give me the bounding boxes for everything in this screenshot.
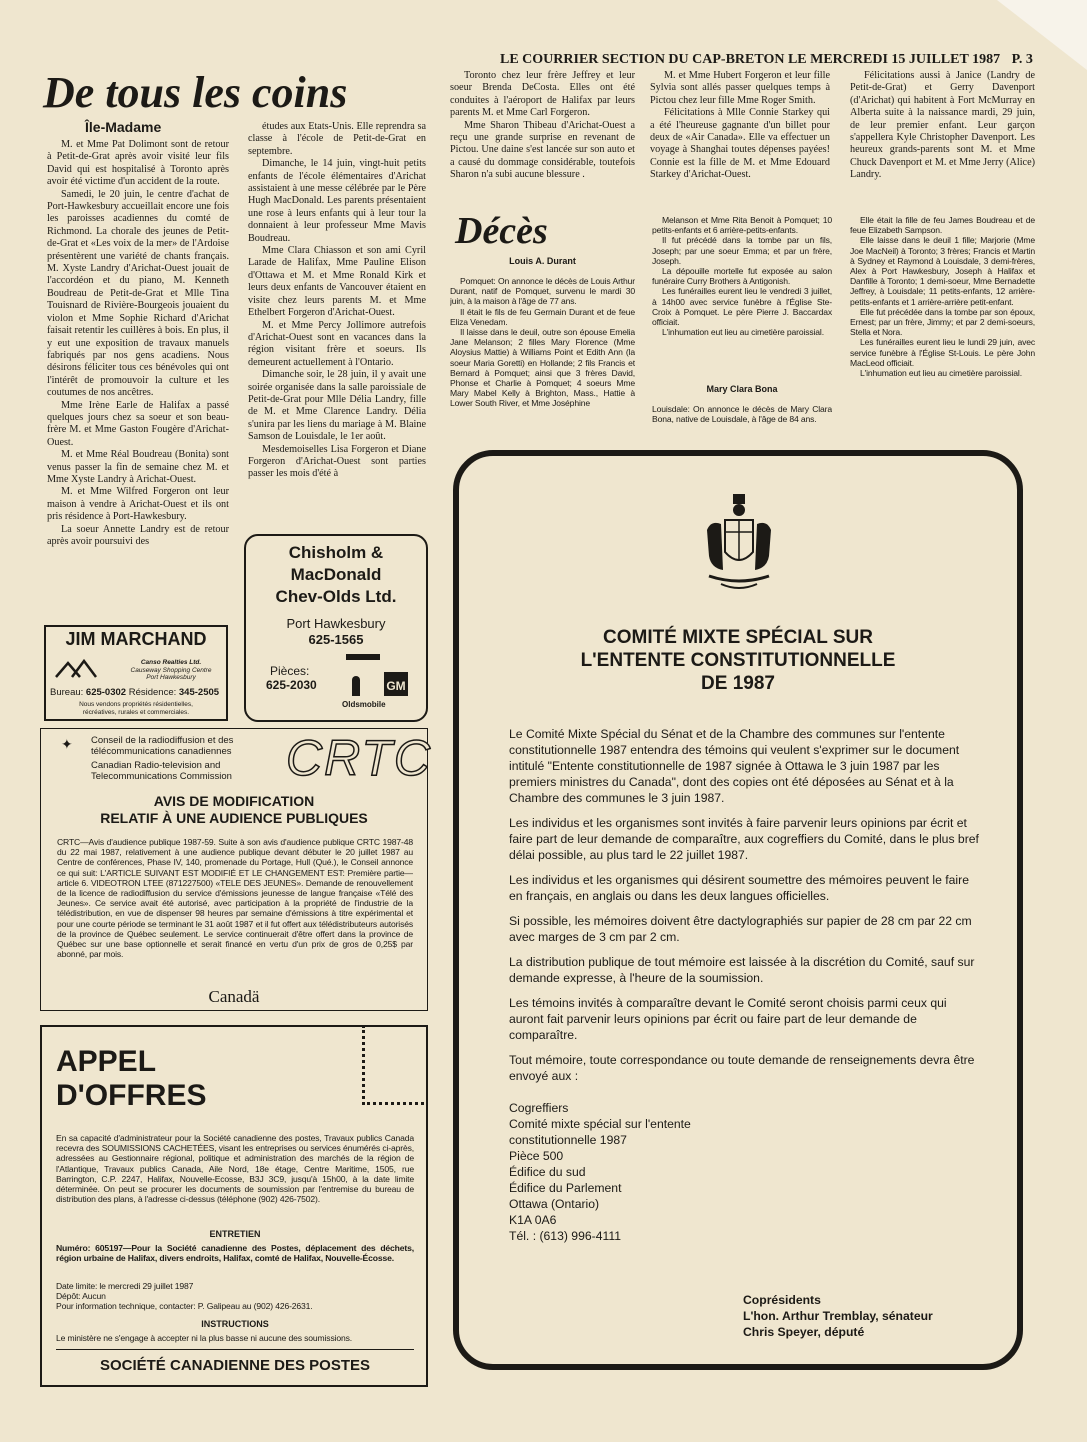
coins-col2-paragraph: Mme Clara Chiasson et son ami Cyril Larade de Halifax, Mme Pauline Elison d'Ottawa et M. et Mme Ronald Kirk et leurs deux enfants de Vancouver étaient en visite chez leurs parents M. et Mme Ethelbert Forgeron d'Arichat-Ouest. bbox=[248, 245, 426, 319]
crtc-org-en-1: Canadian Radio-television and bbox=[91, 760, 221, 771]
crtc-org-en-2: Telecommunications Commission bbox=[91, 771, 232, 782]
comite-title-line-2: L'ENTENTE CONSTITUTIONNELLE bbox=[580, 650, 896, 671]
oldsmobile-rocket-icon bbox=[352, 676, 360, 696]
coins-col1-paragraph: Samedi, le 20 juin, le centre d'achat de Port-Hawkesbury accueillait encore une fois les paroisses acadiennes du comté de Richmond. La chorale des jeunes de Petit-de-Grat et «Les voix de la mer» de l'Ardoise présentèrent une variété de chants français. M. Xyste Landry d'Arichat-Ouest jouait de l'accordéon et du piano, M. Kenneth Boudreau de Petit-de-Grat et Mlle Tina Touisnard de Rivière-Bourgeois jouaient du violon et Mme Sophie Richard d'Arichat faisait retentir les cuillères à bois. En plus, il y eut une exposition de travaux manuels fabriqués par nos gens acadiens. Nous désirons féliciter tous ces bénévoles qui ont l'intérêt de promouvoir la culture et les coutumes de nos ancêtres. bbox=[47, 188, 229, 399]
dealer-phone: 625-1565 bbox=[308, 632, 364, 647]
coins-col3-paragraph: Mme Sharon Thibeau d'Arichat-Ouest a reçu une grande surprise en revenant de Pictou. Une daine s'est lancée sur son auto et a causé du dommage considérable, toutefois Sharon n'a subi aucune blessure . bbox=[450, 119, 635, 181]
home-label: Résidence: bbox=[128, 687, 177, 698]
coins-col1-paragraph: La soeur Annette Landry est de retour après avoir poursuivi des bbox=[47, 523, 229, 547]
comite-paragraph-2: Les individus et les organismes sont invités à faire parvenir leurs opinions par écrit et faire part de leur demande de comparaître, aux cogreffiers du Comité, dans le plus bref délai possible, au plus tard le 22 juillet 1987. bbox=[509, 816, 979, 862]
signature-line-1: L'hon. Arthur Tremblay, sénateur bbox=[743, 1309, 933, 1323]
appel-info-line: Pour information technique, contacter: P. Galipeau au (902) 426-2631. bbox=[56, 1301, 313, 1312]
deces-col3-paragraph: Elle était la fille de feu James Boudreau et de feue Elizabeth Sampson. bbox=[850, 215, 1035, 236]
crtc-ad bbox=[40, 728, 432, 1011]
instructions-heading: INSTRUCTIONS bbox=[201, 1319, 269, 1329]
coins-column-5 bbox=[850, 70, 1035, 205]
parts-label: Pièces: bbox=[270, 664, 310, 678]
appel-title-line-2: D'OFFRES bbox=[56, 1079, 207, 1112]
stamp-icon bbox=[362, 1025, 424, 1105]
coins-col1-paragraph: M. et Mme Réal Boudreau (Bonita) sont venus passer la fin de semaine chez M. et Mme Xyste Landry à Arichat-Ouest. bbox=[47, 449, 229, 485]
realty-city: Port Hawkesbury bbox=[146, 674, 196, 681]
deces-name-1: Louis A. Durant bbox=[509, 256, 576, 266]
address-line: Édifice du Parlement bbox=[509, 1181, 622, 1195]
appel-body: En sa capacité d'administrateur pour la Société canadienne des postes, Travaux publics Canada recevra des SOUMISSIONS CACHETÉES, visant les entreprises ou services énumérés ci-après, adressées au Gestionnaire régional, politique et administration des marchés de la région de l'Atlantique, Travaux publics Canada, Aile Nord, 18e étage, Centre Maritime, 1505, rue Barrington, C.P. 2247, Halifax, Nouvelle-Ecosse, B3J 3C9, jusqu'à 15h00, à la date limite déterminée. On peut se procurer les documents de soumission par l'entremise du bureau de distribution des plans, à l'adresse ci-dessus (téléphone (902) 426-7502). bbox=[56, 1133, 414, 1205]
office-phone: 625-0302 bbox=[85, 687, 127, 698]
appel-numero: Numéro: 605197—Pour la Société canadienne des Postes, déplacement des déchets, région urbaine de Halifax, divers endroits, Halifax, comté de Halifax, Nouvelle-Écosse. bbox=[56, 1243, 414, 1264]
deces-name-2: Mary Clara Bona bbox=[706, 384, 778, 394]
deces-col1-paragraph: Il était le fils de feu Germain Durant et de feue Eliza Venedam. bbox=[450, 306, 635, 327]
coins-col2-paragraph: Dimanche, le 14 juin, vingt-huit petits enfants de l'école élémentaires d'Arichat assistaient à une messe célébrée par le Père Hugh MacDonald. Les parents présentaient une rose à leurs enfants qui à leur tour la donnaient à leur professeur Mme Mavis Boudreau. bbox=[248, 158, 426, 244]
house-logo-icon bbox=[54, 657, 98, 679]
dealer-name-line-1: Chisholm & bbox=[288, 543, 384, 562]
appel-title-line-1: APPEL bbox=[56, 1045, 157, 1078]
appel-ad bbox=[40, 1025, 428, 1387]
deces-column-2 bbox=[652, 215, 832, 375]
dealer-name bbox=[246, 542, 426, 608]
section-title: De tous les coins bbox=[43, 68, 348, 117]
comite-address bbox=[509, 1100, 979, 1244]
coins-col1-paragraph: M. et Mme Pat Dolimont sont de retour à Petit-de-Grat après avoir visité leur fils David qui est hospitalisé à Toronto après avoir été victime d'un accident de la route. bbox=[47, 139, 229, 188]
office-label: Bureau: bbox=[50, 687, 84, 698]
coins-col1-paragraph: M. et Mme Wilfred Forgeron ont leur maison à vendre à Arichat-Ouest et ils ont pris résidence à Port-Hawkesbury. bbox=[47, 486, 229, 523]
crtc-body: CRTC—Avis d'audience publique 1987-59. Suite à son avis d'audience publique CRTC 1987-48 du 22 mai 1987, relativement à une audience publique devant débuter le 20 juillet 1987 au Centre de conférences, Phase IV, 140, promenade du Portage, Hull (Qué.), le Conseil annonce ce qui suit: L'ARTICLE SUIVANT EST MODIFIÉ ET LE CHANGEMENT EST: Première partie—article 6. VIDEOTRON LTEE (871227500) «TELE DES JEUNES». Demande de renouvellement de la licence de radiodiffusion du service d'émissions jeunesse de langue française «Télé des Jeunes». Ce service avait été autorisé, avec participation à la propriété de l'industrie de la télédistribution, en vue de dispenser 98 heures par semaine d'émissions à titre expérimental et pour une courte période se terminant le 31 août 1987 et il fut offert aux télédistributeurs autorisés de la province de Québec seulement. Le service continuerait d'être offert dans la province de Québec sur une base optionnelle et serait financé en vertu d'un prix de gros de 0,25$ par abonné, par mois. bbox=[57, 837, 413, 960]
address-line: Pièce 500 bbox=[509, 1149, 564, 1163]
dealer-name-line-3: Chev-Olds Ltd. bbox=[275, 587, 397, 606]
coins-col4-paragraph: Félicitations à Mlle Connie Starkey qui a été l'heureuse gagnante d'un billet pour deux de «Air Canada». Elle va effectuer un voyage à Shanghai toutes dépenses payées! Connie est la fille de M. et Mme Edouard Starkey d'Arichat-Ouest. bbox=[650, 107, 830, 181]
coins-column-2 bbox=[248, 121, 426, 526]
crtc-title-line-1: AVIS DE MODIFICATION bbox=[153, 793, 315, 809]
appel-ministere: Le ministère ne s'engage à accepter ni la plus basse ni aucune des soumissions. bbox=[56, 1333, 353, 1343]
comite-paragraph-1: Le Comité Mixte Spécial du Sénat et de la Chambre des communes sur l'entente constitutionnelle 1987 entendra des témoins qui veulent s'exprimer sur le document intitulé "Entente constitutionnelle de 1987 signée à Ottawa le 3 juin 1987 par les premiers ministres du Canada", dont des copies ont été déposées au Sénat et à la Chambre des communes le 3 juin 1987. bbox=[509, 727, 960, 805]
crtc-title bbox=[41, 793, 427, 827]
oldsmobile-logo: Oldsmobile bbox=[342, 700, 386, 709]
comite-title bbox=[459, 626, 1017, 695]
coins-col2-paragraph: Dimanche soir, le 28 juin, il y avait une soirée organisée dans la salle paroissiale de Petit-de-Grat pour Mlle Délia Landry, fille de M. et Mme Clarence Landry. Délia s'unira par les liens du mariage à M. Blaine Samson de Louisdale, le 1er août. bbox=[248, 369, 426, 443]
deces-col2-paragraph: Melanson et Mme Rita Benoit à Pomquet; 10 petits-enfants et 6 arrière-petits-enfants. bbox=[652, 215, 832, 236]
coins-col3-paragraph: Toronto chez leur frère Jeffrey et leur soeur Brenda DeCosta. Elles ont été conduites à l'aéroport de Halifax par leurs parents M. et Mme Carl Forgeron. bbox=[450, 70, 635, 119]
address-line: constitutionnelle 1987 bbox=[509, 1133, 627, 1147]
dealer-name-line-2: MacDonald bbox=[290, 565, 382, 584]
entretien-heading: ENTRETIEN bbox=[209, 1229, 261, 1239]
deces-col2-paragraph: Il fut précédé dans la tombe par un fils, Joseph; par une soeur Emma; et par un frère, Joseph. bbox=[652, 235, 832, 266]
comite-body bbox=[509, 726, 979, 1244]
appel-date-line: Date limite: le mercredi 29 juillet 1987 bbox=[56, 1281, 194, 1291]
appel-details bbox=[56, 1281, 414, 1312]
deces-column-2b: Louisdale: On annonce le décès de Mary Clara Bona, native de Louisdale, à l'âge de 84 ans. bbox=[652, 404, 832, 425]
parts-phone: 625-2030 bbox=[266, 678, 317, 692]
signature-line-2: Chris Speyer, député bbox=[743, 1325, 865, 1339]
chevrolet-bowtie-icon bbox=[346, 654, 380, 660]
crtc-org-fr-2: télécommunications canadiennes bbox=[91, 746, 232, 757]
comite-paragraph-4: Si possible, les mémoires doivent être dactylographiés sur papier de 28 cm par 22 cm avec marges de 3 cm par 2 cm. bbox=[509, 914, 972, 944]
realty-centre: Causeway Shopping Centre bbox=[130, 666, 212, 674]
deces-column-1 bbox=[450, 276, 635, 441]
appel-depot-line: Dépôt: Aucun bbox=[56, 1291, 106, 1302]
page-header bbox=[500, 52, 1060, 68]
realty-info bbox=[116, 659, 226, 682]
address-line: Édifice du sud bbox=[509, 1165, 586, 1179]
maple-leaf-icon: ✦ bbox=[61, 737, 73, 753]
coins-col2-paragraph: M. et Mme Percy Jollimore autrefois d'Arichat-Ouest sont en vacances dans la région visitant frère et soeurs. Ils demeurent actuellement à l'Ontario. bbox=[248, 319, 426, 368]
deces-col2-paragraph: L'inhumation eut lieu au cimetière paroissial. bbox=[662, 327, 824, 338]
deces-col2-paragraph: La dépouille mortelle fut exposée au salon funéraire Curry Brothers à Antigonish. bbox=[652, 266, 832, 287]
appel-divider bbox=[56, 1349, 414, 1350]
deces-col3-paragraph: Elle fut précédée dans la tombe par son époux, Ernest; par un frère, Jimmy; et par 2 demi-soeurs, Stella et Nora. bbox=[850, 306, 1035, 338]
deces-col3-paragraph: Elle laisse dans le deuil 1 fille; Marjorie (Mme Joe MacNeil) à Toronto; 3 frères; Francis et Martin à Sydney et Raymond à Louisdale, 3 demi-frères, Alex à Port Hawkesbury, Joseph à Halifax et Danfille à Toronto; 1 demi-soeur, Mme Bernadette Jeffrey, à Louisdale; 11 petits-enfants, 12 arrière-petits-enfants et 1 arrière-arrière petit-enfant. bbox=[850, 235, 1035, 307]
coat-of-arms-icon bbox=[701, 490, 777, 596]
crtc-logo: CRTC bbox=[286, 730, 432, 786]
coins-col1-paragraph: Mme Irène Earle de Halifax a passé quelques jours chez sa soeur et son beau-frère M. et Mme Gaston Fougère d'Arichat-Ouest. bbox=[47, 399, 229, 448]
address-line: Ottawa (Ontario) bbox=[509, 1197, 600, 1211]
appel-title bbox=[56, 1045, 206, 1113]
address-line: Tél. : (613) 996-4111 bbox=[509, 1229, 622, 1243]
comite-paragraph-5: La distribution publique de tout mémoire est laissée à la discrétion du Comité, sauf sur demande expresse, à l'heure de la soumission. bbox=[509, 955, 975, 985]
deces-col3-paragraph: L'inhumation eut lieu au cimetière paroissial. bbox=[860, 368, 1022, 379]
coins-column-3 bbox=[450, 70, 635, 205]
coins-col2-paragraph: études aux Etats-Unis. Elle reprendra sa classe à l'école de Petit-de-Grat en septembre. bbox=[248, 121, 426, 157]
comite-ad bbox=[453, 450, 1023, 1370]
realty-company: Canso Realties Ltd. bbox=[140, 659, 202, 666]
canada-wordmark: Canadä bbox=[208, 987, 260, 1006]
coins-col4-paragraph: M. et Mme Hubert Forgeron et leur fille Sylvia sont allés passer quelques temps à Pictou chez leur fille Mme Roger Smith. bbox=[650, 70, 830, 106]
comite-title-line-3: DE 1987 bbox=[701, 673, 775, 694]
dealer-city: Port Hawkesbury bbox=[286, 616, 386, 631]
crtc-org-fr-1: Conseil de la radiodiffusion et des bbox=[91, 735, 234, 746]
deces-col2-paragraph: Les funérailles eurent lieu le vendredi 3 juillet, à 14h00 avec service funèbre à l'Église Ste-Croix à Pomquet. Le père Pierre J. Baccardax officiait. bbox=[652, 286, 832, 328]
deces-col1-paragraph: Il laisse dans le deuil, outre son épouse Emelia Jane Melanson; 2 filles Mary Florence (Mme Aloysius Mattie) à Williams Point et Edith Ann (la soeur Maria Goretti) en Hollande; 2 fils Francis et Bernard à Pomquet; ainsi que 3 frères David, Phonse et Charlie à Pomquet; 4 soeurs Mme Mary Mabel Kelly à Brighton, Mass., Hattie à Lower South River, et Mme Joséphine bbox=[450, 327, 635, 409]
address-line: K1A 0A6 bbox=[509, 1213, 557, 1227]
deces-column-3 bbox=[850, 215, 1035, 430]
address-line: Comité mixte spécial sur l'entente bbox=[509, 1117, 691, 1131]
comite-signatures bbox=[743, 1292, 1003, 1340]
home-phone: 345-2505 bbox=[178, 687, 220, 698]
header-line: LE COURRIER SECTION DU CAP-BRETON LE MERCREDI 15 JUILLET 1987 bbox=[500, 52, 1001, 67]
crtc-title-line-2: RELATIF À UNE AUDIENCE PUBLIQUES bbox=[100, 810, 368, 826]
appel-footer: SOCIÉTÉ CANADIENNE DES POSTES bbox=[99, 1357, 371, 1374]
signature-heading: Coprésidents bbox=[743, 1293, 821, 1307]
crtc-org-names bbox=[91, 735, 301, 782]
deces-col3-paragraph: Les funérailles eurent lieu le lundi 29 juin, avec service funèbre à l'Église St-Louis. Le père John MacLeod officiait. bbox=[850, 337, 1035, 368]
address-line: Cogreffiers bbox=[509, 1101, 569, 1115]
coins-col5-paragraph: Félicitations aussi à Janice (Landry de Petit-de-Grat) et Gerry Davenport (d'Arichat) qui habitent à Fort McMurray en Alberta suite à la naissance mardi, 29 juin, de leur premier enfant. Leur garçon s'appellera Kyle Christopher Davenport. Les heureux grands-parents sont M. et Mme Chuck Davenport et M. et Mme Jerry (Alice) Landry. bbox=[850, 70, 1035, 181]
deces-title: Décès bbox=[455, 210, 548, 252]
gm-logo: GM bbox=[384, 672, 408, 696]
phone-line bbox=[50, 687, 226, 698]
comite-paragraph-6: Les témoins invités à comparaître devant le Comité seront choisis parmi ceux qui auront fait parvenir leurs opinions par écrit ou faire part de leur demande de comparaître. bbox=[509, 996, 947, 1042]
deces-col1-paragraph: Pomquet: On annonce le décès de Louis Arthur Durant, natif de Pomquet, survenu le mardi 30 juin, à la maison à l'âge de 77 ans. bbox=[450, 276, 635, 307]
chisholm-ad bbox=[244, 534, 428, 722]
agent-name: JIM MARCHAND bbox=[65, 629, 207, 649]
comite-paragraph-7: Tout mémoire, toute correspondance ou toute demande de renseignements devra être envoyé aux : bbox=[509, 1053, 975, 1083]
marchand-ad bbox=[44, 625, 228, 721]
coins-column-1 bbox=[47, 139, 229, 619]
agent-tagline bbox=[46, 701, 226, 716]
tagline-line-2: récréatives, rurales et commerciales. bbox=[82, 708, 190, 716]
comite-paragraph-3: Les individus et les organismes qui désirent soumettre des mémoires peuvent le faire en français, en anglais ou dans les deux langues officielles. bbox=[509, 873, 969, 903]
coins-column-4 bbox=[650, 70, 830, 205]
coins-col2-paragraph: Mesdemoiselles Lisa Forgeron et Diane Forgeron d'Arichat-Ouest sont parties passer les mois d'été à bbox=[248, 443, 426, 480]
section-subtitle: Île-Madame bbox=[85, 119, 162, 135]
tagline-line-1: Nous vendons propriétés résidentielles, bbox=[79, 701, 193, 708]
comite-title-line-1: COMITÉ MIXTE SPÉCIAL SUR bbox=[603, 627, 873, 648]
page-number: P. 3 bbox=[1011, 52, 1033, 67]
